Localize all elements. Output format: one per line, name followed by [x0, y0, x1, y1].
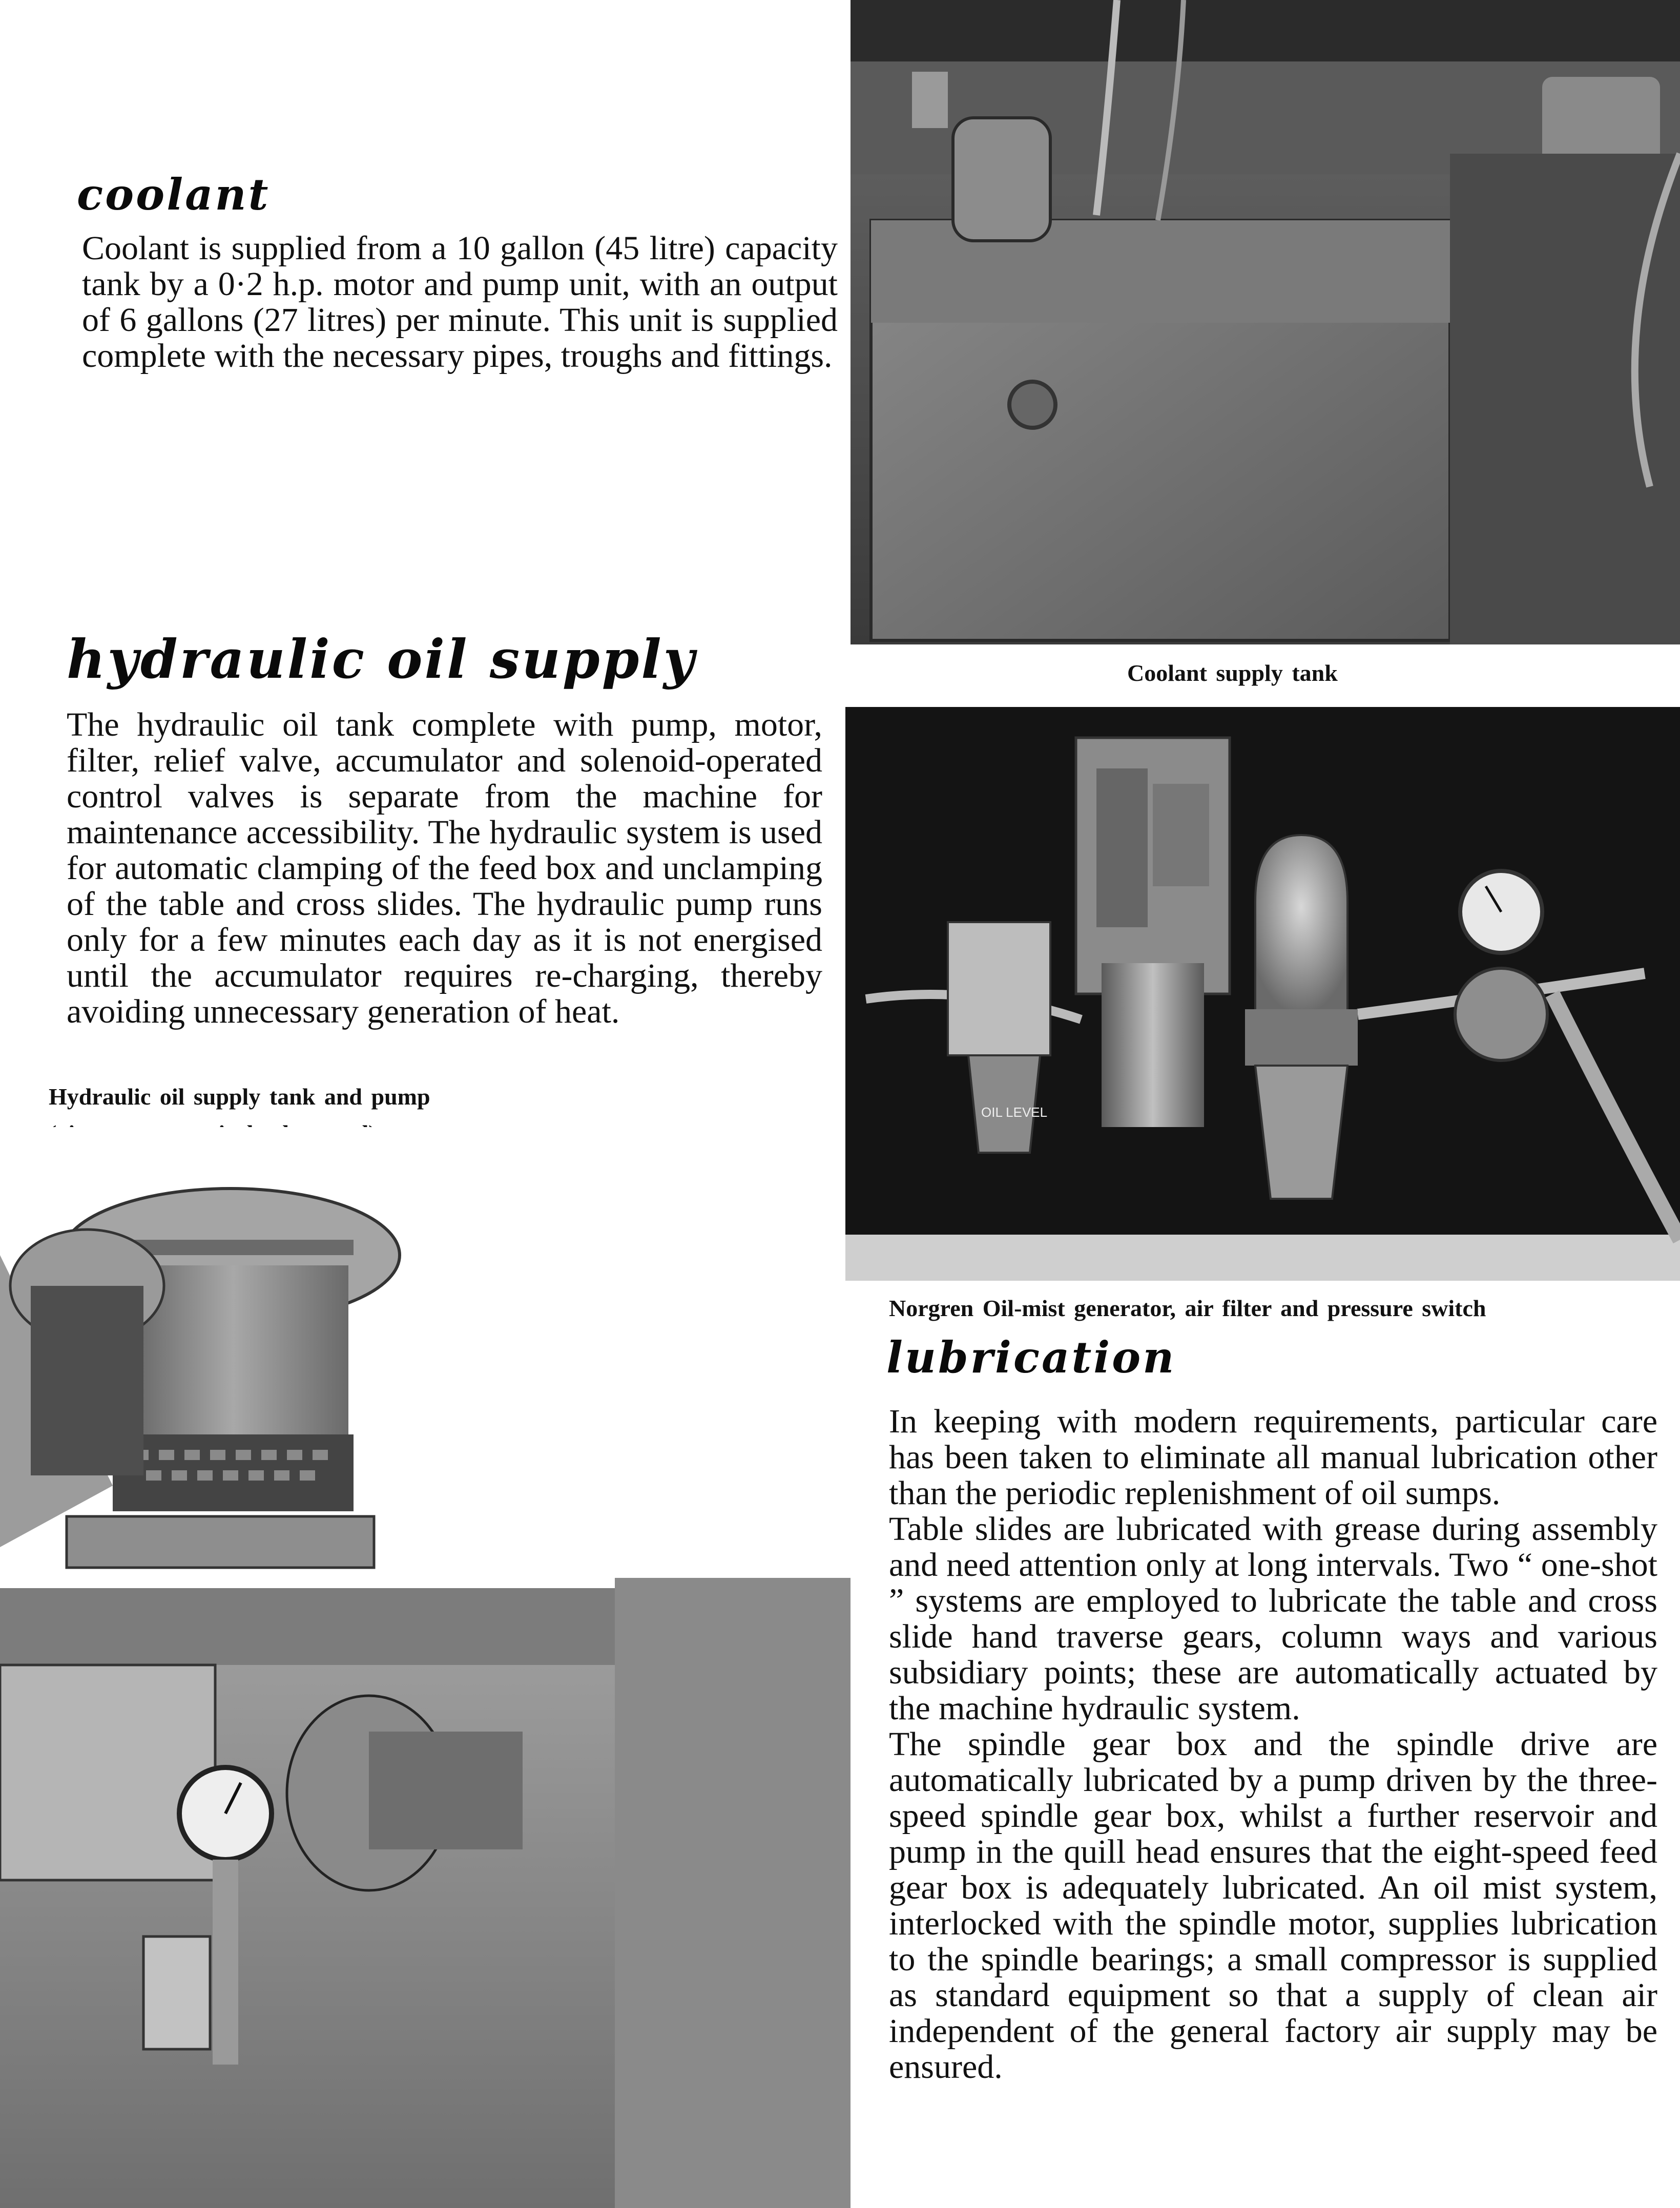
coolant-body — [82, 231, 838, 374]
coolant-tank-photo — [851, 0, 1680, 644]
hydraulic-paragraph: The hydraulic oil tank complete with pump, motor, filter, relief valve, accumulator and solenoid-operated control valves is separate from the machine for maintenance accessibility. The hydraulic system is used for automatic clamping of the feed box and unclamping of the table and cross slides. The hydraulic pump runs only for a few minutes each day as it is not energised until the accumulator requires re-charging, thereby avoiding unnecessary generation of heat. — [67, 706, 822, 1030]
coolant-paragraph: Coolant is supplied from a 10 gallon (45 litre) capacity tank by a 0·2 h.p. motor and pump unit, with an output of 6 gallons (27 litres) per minute. This unit is supplied complete with the necessary pipes, troughs and fittings. — [82, 230, 838, 374]
lubrication-heading: lubrication — [886, 1332, 1176, 1383]
norgren-photo — [845, 707, 1680, 1281]
hydraulic-tank-photo — [0, 1127, 851, 2208]
coolant-photo-caption: Coolant supply tank — [1127, 660, 1338, 686]
norgren-photo-caption: Norgren Oil-mist generator, air filter and pressure switch — [889, 1295, 1486, 1321]
lubrication-paragraph-2: Table slides are lubricated with grease during assembly and need attention only at long intervals. Two “ one-shot ” systems are employed to lubricate the table and cross slide hand traverse gears, column ways and various subsidiary points; these are automatically actuated by the machine hydraulic system. — [889, 1510, 1657, 1727]
hydraulic-heading: hydraulic oil supply — [67, 628, 697, 691]
hydraulic-body — [67, 707, 822, 1030]
hydraulic-photo-caption: Hydraulic oil supply tank and pump — [49, 1084, 430, 1110]
oil-level-label: OIL LEVEL — [981, 1105, 1048, 1120]
lubrication-paragraph-3: The spindle gear box and the spindle drive are automatically lubricated by a pump driven by the three-speed spindle gear box, whilst a further reservoir and pump in the quill head ensures that the eight-speed feed gear box is adequately lubricated. An oil mist system, interlocked with the spindle motor, supplies lubrication to the spindle bearings; a small compressor is supplied as standard equipment so that a supply of clean air independent of the general factory air supply may be ensured. — [889, 1725, 1657, 2086]
lubrication-body — [889, 1404, 1657, 2085]
lubrication-paragraph-1: In keeping with modern requirements, particular care has been taken to eliminate all manual lubrication other than the periodic replenishment of oil sumps. — [889, 1403, 1657, 1512]
coolant-heading: coolant — [77, 169, 271, 220]
